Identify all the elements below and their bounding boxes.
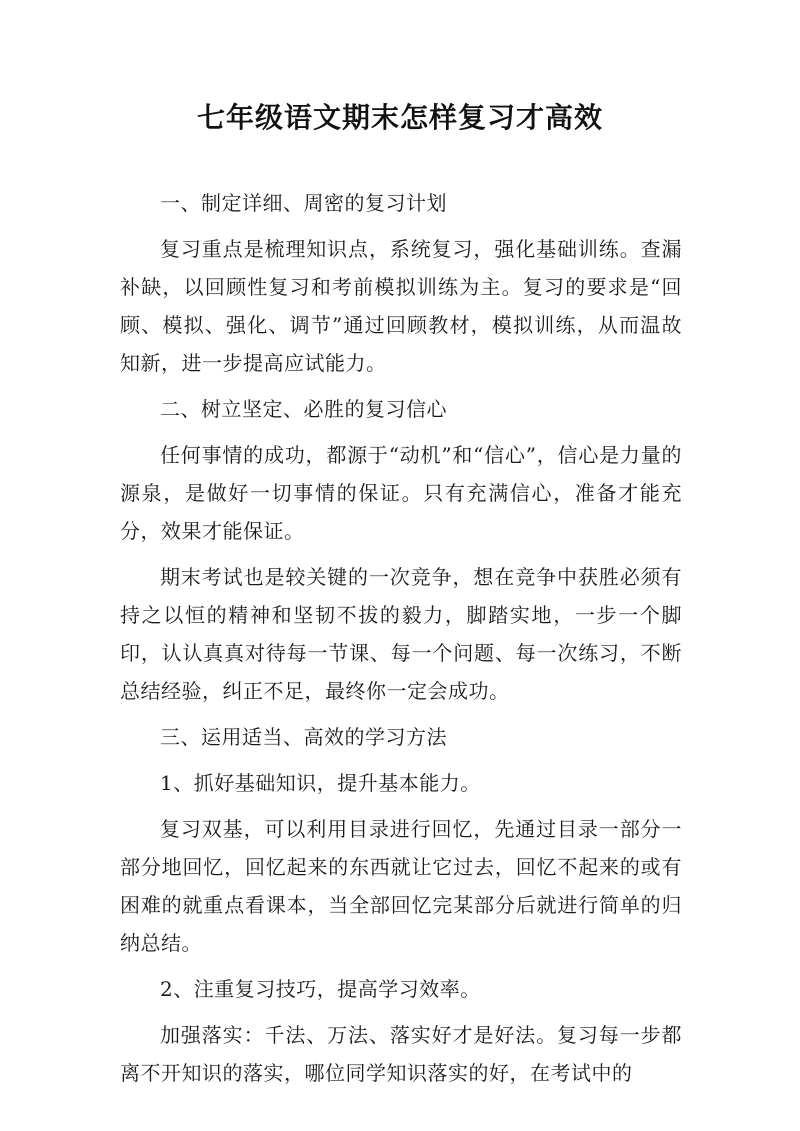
section-heading-2: 二、树立坚定、必胜的复习信心: [160, 397, 447, 421]
paragraph-2: 任何事情的成功，都源于“动机”和“信心”，信心是力量的源泉，是做好一切事情的保证。只有充满信心，准备才能充分，效果才能保证。: [120, 443, 682, 543]
subsection-heading-1: 1、抓好基础知识，提升基本能力。: [160, 771, 481, 795]
document-title: 七年级语文期末怎样复习才高效: [196, 101, 603, 134]
paragraph-1: 复习重点是梳理知识点，系统复习，强化基础训练。查漏补缺，以回顾性复习和考前模拟训练为主。复习的要求是“回顾、模拟、强化、调节”通过回顾教材，模拟训练，从而温故知新，进一步提高应试能力。: [120, 237, 682, 375]
section-heading-1: 一、制定详细、周密的复习计划: [160, 191, 447, 215]
paragraph-4: 复习双基，可以利用目录进行回忆，先通过目录一部分一部分地回忆，回忆起来的东西就让它过去，回忆不起来的或有困难的就重点看课本，当全部回忆完某部分后就进行简单的归纳总结。: [120, 817, 682, 955]
paragraph-3: 期末考试也是较关键的一次竞争，想在竞争中获胜必须有持之以恒的精神和坚韧不拔的毅力，脚踏实地，一步一个脚印，认认真真对待每一节课、每一个问题、每一次练习，不断总结经验，纠正不足，最终你一定会成功。: [120, 565, 682, 703]
section-heading-3: 三、运用适当、高效的学习方法: [160, 725, 447, 749]
paragraph-5: 加强落实：千法、万法、落实好才是好法。复习每一步都离不开知识的落实，哪位同学知识落实的好，在考试中的: [120, 1023, 682, 1085]
subsection-heading-2: 2、注重复习技巧，提高学习效率。: [160, 977, 481, 1001]
document-body: [120, 184, 682, 1092]
